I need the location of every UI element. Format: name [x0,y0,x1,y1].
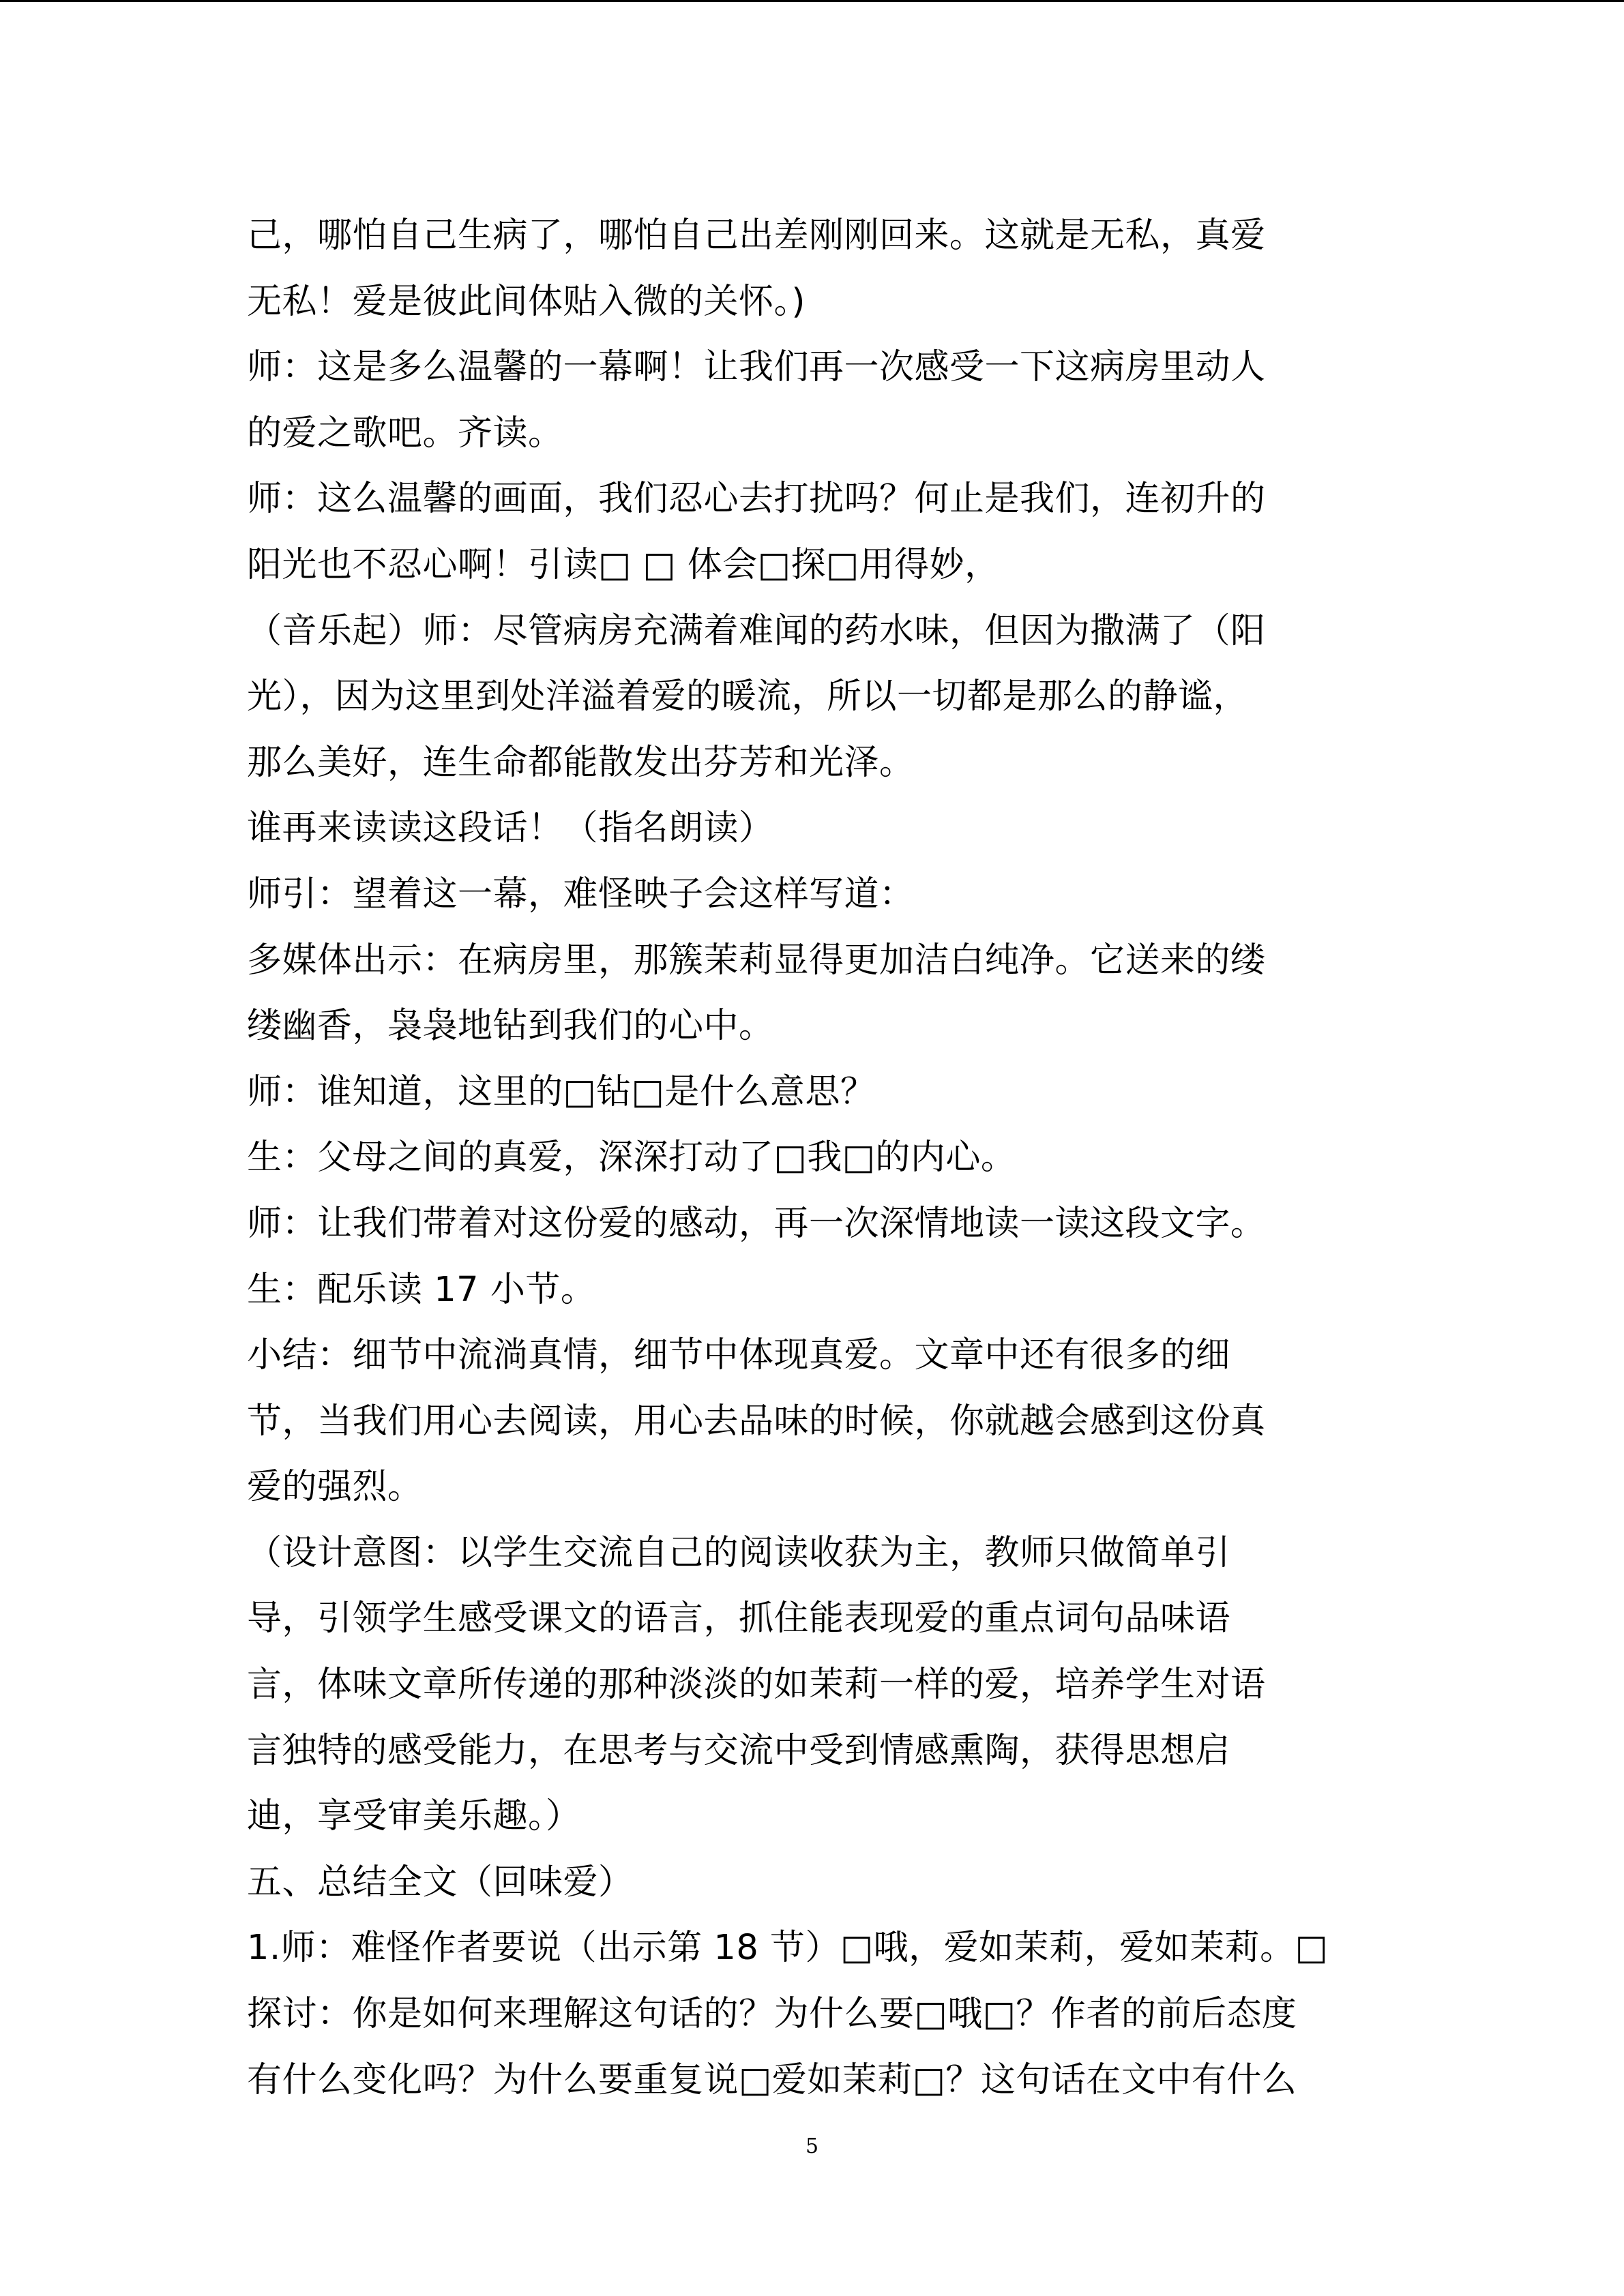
text-line: 言独特的感受能力，在思考与交流中受到情感熏陶，获得思想启 [247,1730,1231,1771]
text-line: 无私！爱是彼此间体贴入微的关怀。) [247,281,806,322]
text-line: 己，哪怕自己生病了，哪怕自己出差刚刚回来。这就是无私，真爱 [247,215,1266,256]
text-line: 有什么变化吗？为什么要重复说□爱如茉莉□？这句话在文中有什么 [247,2059,1297,2100]
text-line: 迪，享受审美乐趣。） [247,1796,581,1837]
top-border-rule [0,0,1624,2]
text-line: 师：谁知道，这里的□钻□是什么意思？ [247,1071,876,1112]
text-line: 谁再来读读这段话！（指名朗读） [247,808,774,849]
text-line: 的爱之歌吧。齐读。 [247,413,563,453]
text-line: 师：这么温馨的画面，我们忍心去打扰吗？何止是我们，连初升的 [247,479,1266,520]
text-line: 缕幽香，袅袅地钻到我们的心中。 [247,1006,774,1047]
text-line: 师：这是多么温馨的一幕啊！让我们再一次感受一下这病房里动人 [247,347,1266,388]
text-line: 节，当我们用心去阅读，用心去品味的时候，你就越会感到这份真 [247,1401,1266,1442]
text-line: 1.师：难怪作者要说（出示第 18 节）□哦，爱如茉莉，爱如茉莉。□ [247,1928,1329,1969]
text-line: （音乐起）师：尽管病房充满着难闻的药水味，但因为撒满了（阳 [247,610,1266,651]
section-heading: 五、总结全文（回味爱） [247,1862,634,1903]
text-line: 生：父母之间的真爱，深深打动了□我□的内心。 [247,1137,1016,1178]
text-line: 爱的强烈。 [247,1467,423,1508]
text-line: 导，引领学生感受课文的语言，抓住能表现爱的重点词句品味语 [247,1598,1231,1639]
page-number: 5 [805,2134,819,2158]
text-line: 师引：望着这一幕，难怪映子会这样写道： [247,874,915,914]
text-line: 阳光也不忍心啊！引读□ □ 体会□探□用得妙， [247,544,1000,585]
text-line: 师：让我们带着对这份爱的感动，再一次深情地读一读这段文字。 [247,1203,1266,1244]
text-line: 探讨：你是如何来理解这句话的？为什么要□哦□？作者的前后态度 [247,1994,1297,2035]
text-line: 多媒体出示：在病房里，那簇茉莉显得更加洁白纯净。它送来的缕 [247,940,1266,981]
text-line: 那么美好，连生命都能散发出芬芳和光泽。 [247,742,915,783]
body-text [247,203,1379,2113]
text-line: （设计意图：以学生交流自己的阅读收获为主，教师只做简单引 [247,1532,1231,1573]
text-line: 生：配乐读 17 小节。 [247,1269,596,1310]
text-line: 言，体味文章所传递的那种淡淡的如茉莉一样的爱，培养学生对语 [247,1665,1266,1705]
text-line: 小结：细节中流淌真情，细节中体现真爱。文章中还有很多的细 [247,1335,1231,1376]
text-line: 光），因为这里到处洋溢着爱的暖流，所以一切都是那么的静谧， [247,676,1249,717]
